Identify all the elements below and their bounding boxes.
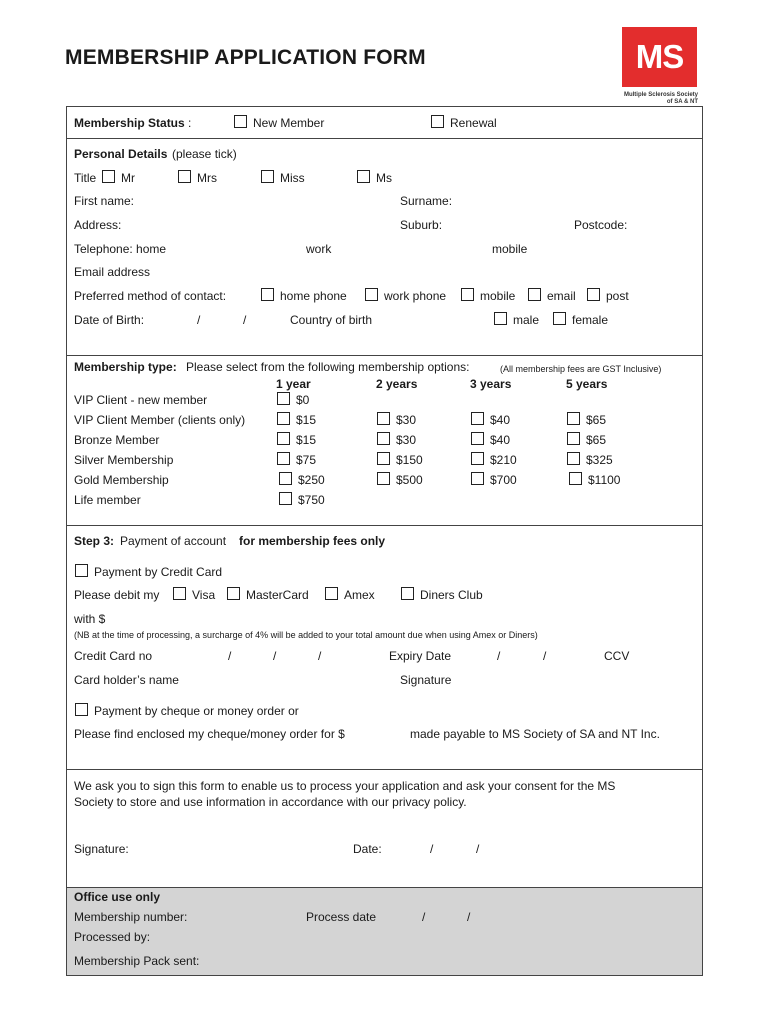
amount-label: with $ xyxy=(74,612,106,626)
price-label: $30 xyxy=(396,413,417,427)
logo-caption-1: Multiple Sclerosis Society xyxy=(623,92,698,98)
membership-row-label: Life member xyxy=(74,493,141,507)
title-miss-label: Miss xyxy=(280,171,305,185)
price-label: $150 xyxy=(396,453,423,467)
price-checkbox[interactable] xyxy=(277,452,290,465)
card-diners-checkbox[interactable] xyxy=(401,587,414,600)
consent-date-label: Date: xyxy=(353,842,382,856)
price-checkbox[interactable] xyxy=(279,472,292,485)
price-label: $65 xyxy=(586,433,607,447)
consent-signature-label: Signature: xyxy=(74,842,129,856)
contact-email-checkbox[interactable] xyxy=(528,288,541,301)
surcharge-note: (NB at the time of processing, a surcharge of 4% will be added to your total amount due when using Amex or Diners) xyxy=(74,630,538,640)
process-date-slash: / xyxy=(467,910,471,924)
postcode-label: Postcode: xyxy=(574,218,628,232)
card-mastercard-label: MasterCard xyxy=(246,588,309,602)
membership-row-label: Bronze Member xyxy=(74,433,160,447)
price-label: $700 xyxy=(490,473,517,487)
price-checkbox[interactable] xyxy=(567,412,580,425)
price-checkbox[interactable] xyxy=(471,412,484,425)
price-label: $15 xyxy=(296,433,317,447)
debit-label: Please debit my xyxy=(74,588,160,602)
consent-line-1: We ask you to sign this form to enable us to process your application and ask your consent for the MS xyxy=(74,779,616,793)
contact-home-phone-label: home phone xyxy=(280,289,347,303)
contact-mobile-checkbox[interactable] xyxy=(461,288,474,301)
column-3-years: 3 years xyxy=(470,377,512,391)
process-date-slash: / xyxy=(422,910,426,924)
logo-caption-2: of SA & NT xyxy=(666,99,698,105)
contact-work-phone-label: work phone xyxy=(384,289,447,303)
contact-work-phone-checkbox[interactable] xyxy=(365,288,378,301)
country-of-birth-label: Country of birth xyxy=(290,313,373,327)
personal-details-note: (please tick) xyxy=(172,147,237,161)
price-checkbox[interactable] xyxy=(279,492,292,505)
price-label: $15 xyxy=(296,413,317,427)
address-label: Address: xyxy=(74,218,122,232)
price-label: $0 xyxy=(296,393,310,407)
price-label: $30 xyxy=(396,433,417,447)
cheque-enclosed-label: Please find enclosed my cheque/money order for $ xyxy=(74,727,345,741)
membership-row-label: Gold Membership xyxy=(74,473,169,487)
consent-date-slash: / xyxy=(476,842,480,856)
personal-details-heading: Personal Details xyxy=(74,147,168,161)
renewal-label: Renewal xyxy=(450,116,497,130)
step-3-text: Payment of account xyxy=(120,534,227,548)
pack-sent-label: Membership Pack sent: xyxy=(74,954,200,968)
card-diners-label: Diners Club xyxy=(420,588,483,602)
price-checkbox[interactable] xyxy=(377,432,390,445)
column-2-years: 2 years xyxy=(376,377,418,391)
membership-row-label: VIP Client - new member xyxy=(74,393,208,407)
membership-status-label: Membership Status xyxy=(74,116,185,130)
title-ms-label: Ms xyxy=(376,171,392,185)
price-label: $40 xyxy=(490,413,511,427)
page-title: MEMBERSHIP APPLICATION FORM xyxy=(65,46,426,69)
price-checkbox[interactable] xyxy=(377,472,390,485)
title-ms-checkbox[interactable] xyxy=(357,170,370,183)
ccv-label: CCV xyxy=(604,649,630,663)
price-checkbox[interactable] xyxy=(567,452,580,465)
membership-type-text: Please select from the following membership options: xyxy=(186,360,470,374)
dob-label: Date of Birth: xyxy=(74,313,145,327)
card-amex-label: Amex xyxy=(344,588,375,602)
price-checkbox[interactable] xyxy=(377,452,390,465)
price-label: $750 xyxy=(298,493,325,507)
telephone-mobile-label: mobile xyxy=(492,242,528,256)
surname-label: Surname: xyxy=(400,194,453,208)
column-5-years: 5 years xyxy=(566,377,608,391)
card-amex-checkbox[interactable] xyxy=(325,587,338,600)
credit-card-payment-label: Payment by Credit Card xyxy=(94,565,223,579)
credit-card-payment-checkbox[interactable] xyxy=(75,564,88,577)
cheque-payment-label: Payment by cheque or money order or xyxy=(94,704,299,718)
card-number-slash: / xyxy=(273,649,277,663)
price-checkbox[interactable] xyxy=(471,432,484,445)
gender-male-label: male xyxy=(513,313,540,327)
price-checkbox[interactable] xyxy=(567,432,580,445)
divider xyxy=(66,355,703,356)
logo-text: MS xyxy=(635,38,684,75)
gender-female-checkbox[interactable] xyxy=(553,312,566,325)
card-visa-checkbox[interactable] xyxy=(173,587,186,600)
title-label: Title xyxy=(74,171,97,185)
process-date-label: Process date xyxy=(306,910,377,924)
expiry-slash: / xyxy=(543,649,547,663)
price-label: $325 xyxy=(586,453,613,467)
step-3-label: Step 3: xyxy=(74,534,115,548)
price-checkbox[interactable] xyxy=(471,472,484,485)
suburb-label: Suburb: xyxy=(400,218,443,232)
card-mastercard-checkbox[interactable] xyxy=(227,587,240,600)
price-label: $75 xyxy=(296,453,317,467)
first-name-label: First name: xyxy=(74,194,135,208)
price-label: $1100 xyxy=(588,473,621,487)
membership-row-label: VIP Client Member (clients only) xyxy=(74,413,246,427)
telephone-home-label: Telephone: home xyxy=(74,242,167,256)
price-checkbox[interactable] xyxy=(471,452,484,465)
divider xyxy=(66,138,703,139)
gender-male-checkbox[interactable] xyxy=(494,312,507,325)
preferred-contact-label: Preferred method of contact: xyxy=(74,289,227,303)
price-label: $40 xyxy=(490,433,511,447)
contact-post-checkbox[interactable] xyxy=(587,288,600,301)
cheque-payable-label: made payable to MS Society of SA and NT Inc. xyxy=(410,727,660,741)
price-checkbox[interactable] xyxy=(277,392,290,405)
membership-status-colon: : xyxy=(188,116,192,130)
price-checkbox[interactable] xyxy=(377,412,390,425)
membership-type-note: (All membership fees are GST Inclusive) xyxy=(500,364,662,374)
card-number-slash: / xyxy=(318,649,322,663)
card-number-slash: / xyxy=(228,649,232,663)
column-1-year: 1 year xyxy=(276,377,311,391)
expiry-slash: / xyxy=(497,649,501,663)
price-label: $250 xyxy=(298,473,325,487)
contact-mobile-label: mobile xyxy=(480,289,516,303)
new-member-label: New Member xyxy=(253,116,325,130)
price-checkbox[interactable] xyxy=(277,432,290,445)
telephone-work-label: work xyxy=(306,242,332,256)
step-3-bold: for membership fees only xyxy=(239,534,386,548)
new-member-checkbox[interactable] xyxy=(234,115,247,128)
title-miss-checkbox[interactable] xyxy=(261,170,274,183)
membership-type-heading: Membership type: xyxy=(74,360,177,374)
contact-email-label: email xyxy=(547,289,576,303)
title-mrs-label: Mrs xyxy=(197,171,217,185)
dob-slash: / xyxy=(197,313,201,327)
cheque-payment-checkbox[interactable] xyxy=(75,703,88,716)
renewal-checkbox[interactable] xyxy=(431,115,444,128)
card-holder-label: Card holder’s name xyxy=(74,673,179,687)
email-label: Email address xyxy=(74,265,151,279)
title-mr-checkbox[interactable] xyxy=(102,170,115,183)
card-visa-label: Visa xyxy=(192,588,216,602)
card-number-label: Credit Card no xyxy=(74,649,153,663)
title-mrs-checkbox[interactable] xyxy=(178,170,191,183)
consent-date-slash: / xyxy=(430,842,434,856)
gender-female-label: female xyxy=(572,313,609,327)
price-checkbox[interactable] xyxy=(277,412,290,425)
membership-row-label: Silver Membership xyxy=(74,453,174,467)
card-signature-label: Signature xyxy=(400,673,452,687)
office-use-heading: Office use only xyxy=(74,890,161,904)
contact-post-label: post xyxy=(606,289,629,303)
ms-logo xyxy=(622,27,697,87)
divider xyxy=(66,525,703,526)
divider xyxy=(66,887,703,888)
expiry-label: Expiry Date xyxy=(389,649,452,663)
title-mr-label: Mr xyxy=(121,171,135,185)
contact-home-phone-checkbox[interactable] xyxy=(261,288,274,301)
consent-line-2: Society to store and use information in accordance with our privacy policy. xyxy=(74,795,467,809)
processed-by-label: Processed by: xyxy=(74,930,151,944)
price-label: $65 xyxy=(586,413,607,427)
price-label: $210 xyxy=(490,453,517,467)
divider xyxy=(66,769,703,770)
price-checkbox[interactable] xyxy=(569,472,582,485)
membership-number-label: Membership number: xyxy=(74,910,188,924)
dob-slash: / xyxy=(243,313,247,327)
price-label: $500 xyxy=(396,473,423,487)
